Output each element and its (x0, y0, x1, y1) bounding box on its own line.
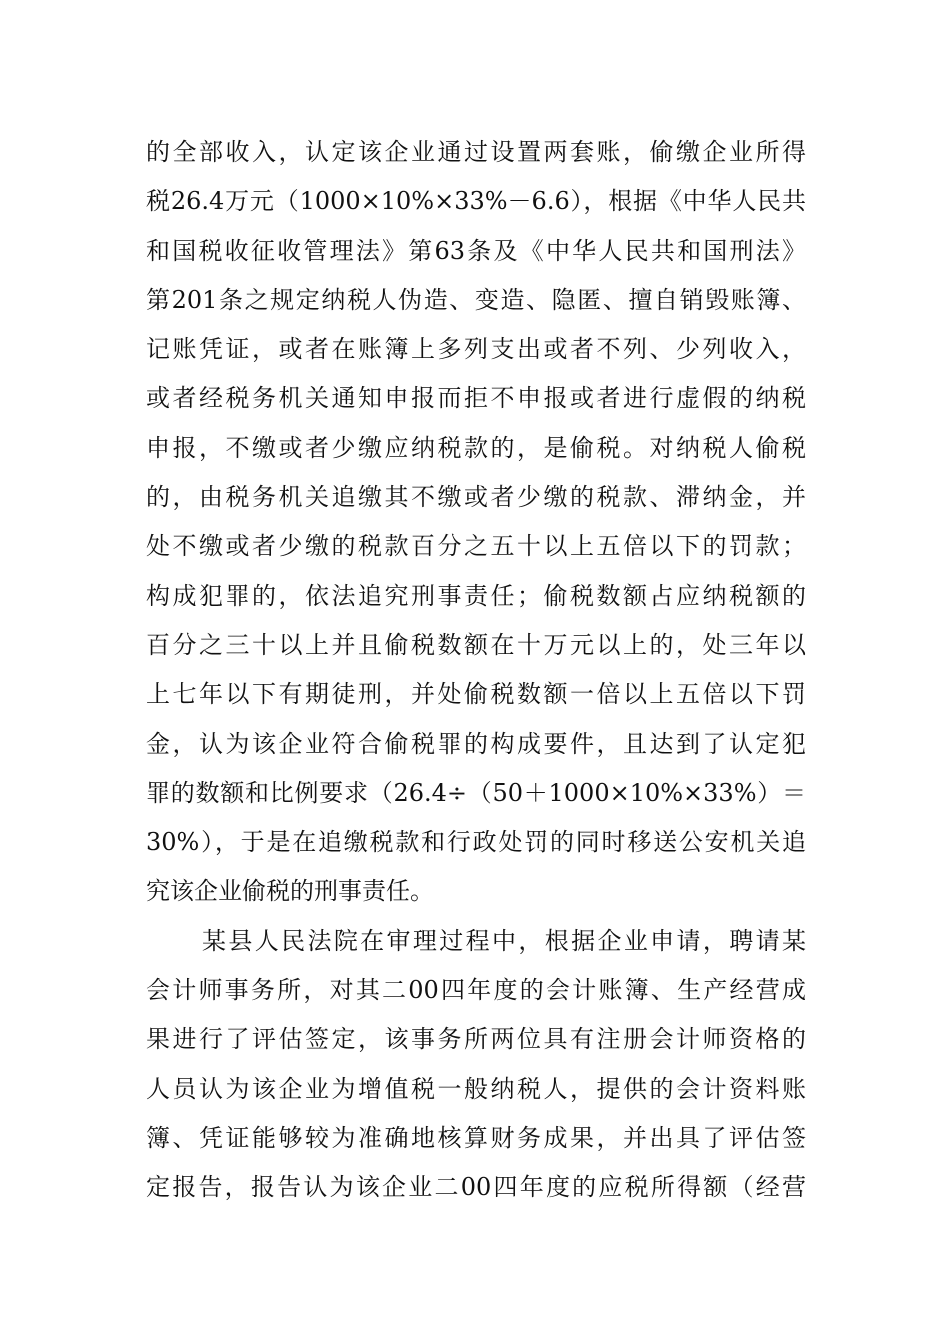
text-line: 百分之三十以上并且偷税数额在十万元以上的，处三年以 (146, 630, 806, 659)
text-line: 的，由税务机关追缴其不缴或者少缴的税款、滞纳金，并 (146, 483, 806, 512)
text-line: 金，认为该企业符合偷税罪的构成要件，且达到了认定犯 (146, 729, 806, 758)
text-line: 记账凭证，或者在账簿上多列支出或者不列、少列收入， (146, 335, 806, 364)
text-line: 究该企业偷税的刑事责任。 (146, 877, 434, 906)
text-line: 申报，不缴或者少缴应纳税款的，是偷税。对纳税人偷税 (146, 433, 806, 462)
text-line: 罪的数额和比例要求（26.4÷（50＋1000×10%×33%）＝ (146, 778, 806, 807)
document-body (146, 128, 806, 1213)
text-line: 构成犯罪的，依法追究刑事责任；偷税数额占应纳税额的 (146, 581, 806, 610)
paragraph-1 (146, 128, 806, 917)
text-line: 会计师事务所，对其二00四年度的会计账簿、生产经营成 (146, 976, 806, 1005)
text-line: 税26.4万元（1000×10%×33%－6.6），根据《中华人民共 (146, 187, 806, 216)
text-line: 和国税收征收管理法》第63条及《中华人民共和国刑法》 (146, 236, 806, 265)
text-line: 30%），于是在追缴税款和行政处罚的同时移送公安机关追 (146, 828, 806, 857)
text-line: 某县人民法院在审理过程中，根据企业申请，聘请某 (202, 926, 806, 955)
text-line: 的全部收入，认定该企业通过设置两套账，偷缴企业所得 (146, 138, 806, 166)
text-line: 第201条之规定纳税人伪造、变造、隐匿、擅自销毁账簿、 (146, 285, 806, 314)
paragraph-2 (146, 917, 806, 1213)
text-line: 处不缴或者少缴的税款百分之五十以上五倍以下的罚款； (146, 532, 806, 561)
text-line: 人员认为该企业为增值税一般纳税人，提供的会计资料账 (146, 1074, 806, 1103)
text-line: 果进行了评估签定，该事务所两位具有注册会计师资格的 (146, 1025, 806, 1054)
text-line: 上七年以下有期徒刑，并处偷税数额一倍以上五倍以下罚 (146, 680, 806, 709)
text-line: 簿、凭证能够较为准确地核算财务成果，并出具了评估签 (146, 1123, 806, 1152)
text-line: 定报告，报告认为该企业二00四年度的应税所得额（经营 (146, 1173, 806, 1202)
text-line: 或者经税务机关通知申报而拒不申报或者进行虚假的纳税 (146, 384, 806, 413)
